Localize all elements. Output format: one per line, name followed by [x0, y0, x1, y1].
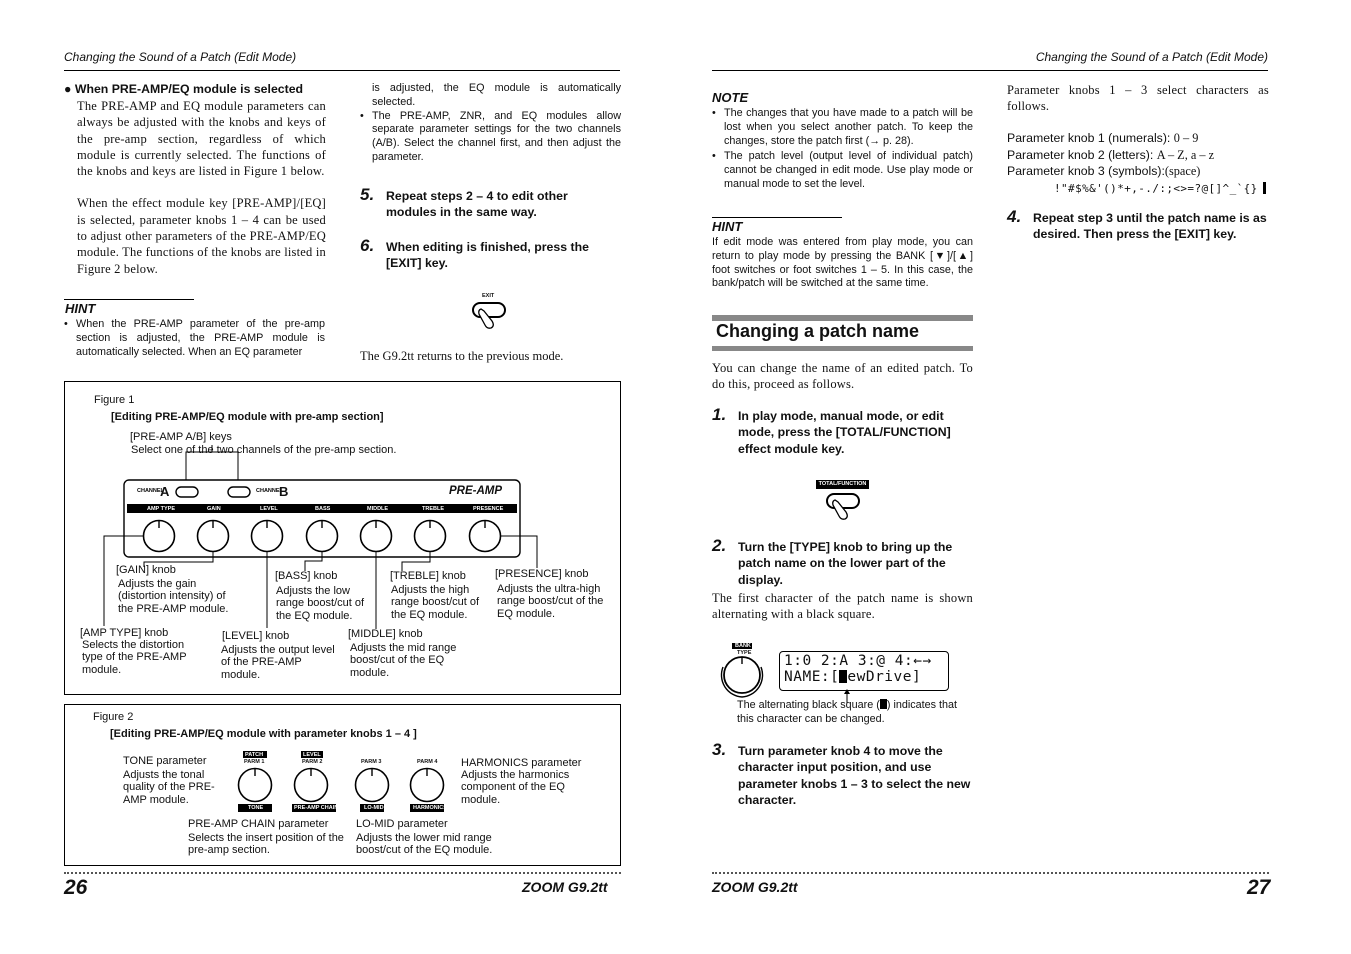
gain-knob-desc: Adjusts the gain (distortion intensity) of the PRE-AMP module.: [118, 578, 229, 615]
step-5-number: 5.: [360, 185, 375, 204]
right-page-number: 27: [1247, 876, 1271, 899]
lcd-line-2-prefix: NAME:[: [784, 669, 840, 685]
knob-3-value: (space): [1164, 164, 1201, 178]
parm-4-label: PARM 4: [417, 759, 438, 765]
middle-knob-label: [MIDDLE] knob: [348, 628, 423, 640]
right-hint-text: If edit mode was entered from play mode, you can return to play mode by pressing the BANK [▼]/[▲] foot switches or foot switches 1 – 5. In this case, the bank/patch will be switched at the same time.: [712, 236, 973, 290]
knob-label-level: LEVEL: [260, 506, 278, 512]
level-knob-desc: Adjusts the output level of the PRE-AMP module.: [221, 644, 335, 681]
left-page-number: 26: [64, 876, 88, 899]
left-column-1: [64, 82, 326, 277]
hint-list-continued: [360, 82, 621, 165]
knob-label-amp-type: AMP TYPE: [147, 506, 176, 512]
note-list: [712, 107, 973, 192]
note-item-2-text: The patch level (output level of individual patch) cannot be changed in edit mode. Use play mode or manual mode to set the level.: [724, 150, 973, 190]
note-item-1: [712, 107, 973, 148]
lcd-display: [779, 651, 949, 691]
hint-item-2: [360, 110, 621, 165]
right-header-rule: [712, 70, 1268, 71]
knob-label-middle: MIDDLE: [367, 506, 389, 512]
left-footer-brand: ZOOM G9.2tt: [522, 879, 608, 895]
channel-b-letter: B: [279, 484, 289, 499]
exit-key-illustration: [470, 293, 508, 331]
step-4-number: 4.: [1007, 207, 1022, 226]
step-2-text: Turn the [TYPE] knob to bring up the patch name on the lower part of the display.: [738, 540, 953, 587]
step-4-text: Repeat step 3 until the patch name is as desired. Then press the [EXIT] key.: [1033, 211, 1267, 242]
right-footer-brand: ZOOM G9.2tt: [712, 879, 798, 895]
bass-knob-desc: Adjusts the low range boost/cut of the EQ module.: [276, 585, 365, 622]
channel-a-small-label: CHANNEL: [137, 488, 164, 494]
symbol-characters: !"#$%&'()*+,-./:;<>=?@[]^_`{}: [1054, 182, 1258, 195]
symbol-list: [1054, 182, 1266, 195]
bank-label: BANK: [735, 643, 751, 649]
level-knob-label: [LEVEL] knob: [222, 630, 290, 642]
figure-2-subtitle: [Editing PRE-AMP/EQ module with parameter knobs 1 – 4 ]: [110, 728, 417, 740]
hint-item-1: [64, 318, 325, 359]
knob-label-gain: GAIN: [207, 506, 221, 512]
amp-type-knob-label: [AMP TYPE] knob: [80, 627, 169, 639]
preamp-panel-title: PRE-AMP: [449, 485, 503, 497]
note-title: NOTE: [712, 90, 749, 105]
channel-a-letter: A: [160, 484, 170, 499]
step-2-number: 2.: [712, 536, 727, 555]
lo-mid-parameter-desc: Adjusts the lower mid range boost/cut of the EQ module.: [356, 832, 493, 857]
patch-name-intro: You can change the name of an edited patch. To do this, proceed as follows.: [712, 361, 973, 392]
knob-2-row: [1007, 147, 1269, 164]
right-hint-title: HINT: [712, 219, 743, 234]
tag-preamp-chain: PRE-AMP CHAIN: [294, 805, 339, 811]
knob-label-presence: PRESENCE: [473, 506, 504, 512]
step-6-text: When editing is finished, press the [EXIT] key.: [386, 240, 589, 271]
hint-item-1-tail: is adjusted, the EQ module is automatically selected.: [372, 82, 621, 108]
lcd-line-1: 1:0 2:A 3:@ 4:←→: [784, 653, 932, 669]
symbol-end-bar: [1263, 182, 1266, 194]
treble-knob-desc: Adjusts the high range boost/cut of the EQ module.: [391, 584, 480, 621]
lcd-line-2-suffix: ewDrive]: [847, 669, 922, 685]
step-3-number: 3.: [712, 740, 727, 759]
parm-2-label: PARM 2: [302, 759, 323, 765]
middle-knob-desc: Adjusts the mid range boost/cut of the EQ module.: [350, 642, 457, 679]
parm-3-label: PARM 3: [361, 759, 382, 765]
bass-knob-label: [BASS] knob: [275, 570, 338, 582]
step-5-text: Repeat steps 2 – 4 to edit other modules in the same way.: [386, 189, 568, 220]
right-running-header: Changing the Sound of a Patch (Edit Mode): [1035, 50, 1268, 64]
section-heading: ● When PRE-AMP/EQ module is selected: [64, 82, 304, 96]
preamp-keys-label: [PRE-AMP A/B] keys: [130, 431, 232, 443]
right-hint-rule: [712, 217, 842, 218]
total-function-key-label: TOTAL/FUNCTION: [816, 480, 869, 489]
amp-type-knob-desc: Selects the distortion type of the PRE-AMP module.: [82, 639, 187, 676]
lo-mid-parameter-label: LO-MID parameter: [356, 818, 448, 830]
knob-3-label: Parameter knob 3 (symbols):: [1007, 164, 1165, 178]
total-key-press-icon: [824, 492, 862, 522]
hint-item-2-text: The PRE-AMP, ZNR, and EQ modules allow separate parameter settings for the two channels (A/B). Select the channel first, and then adjust the parameter.: [372, 109, 621, 163]
step-1-text: In play mode, manual mode, or edit mode, press the [TOTAL/FUNCTION] effect module key.: [738, 409, 951, 456]
section-bar-bottom: [712, 346, 973, 351]
step-2-explanation: The first character of the patch name is shown alternating with a black square.: [712, 591, 973, 622]
tag-patch: PATCH: [245, 752, 264, 758]
key-press-icon: [470, 301, 508, 331]
tag-level: LEVEL: [303, 752, 321, 758]
presence-knob-label: [PRESENCE] knob: [495, 568, 589, 580]
knob-label-bass: BASS: [315, 506, 331, 512]
harmonics-parameter-desc: Adjusts the harmonics component of the EQ module.: [461, 769, 570, 806]
hint-item-1-text: When the PRE-AMP parameter of the pre-amp section is adjusted, the PRE-AMP module is automatically selected. When an EQ parameter: [76, 318, 325, 358]
cursor-caption-start: The alternating black square (: [737, 699, 880, 711]
intro-paragraph-2: When the effect module key [PRE-AMP]/[EQ] is selected, parameter knobs 1 – 4 can be used to adjust other parameters of the PRE-AMP/EQ module. The functions of the knobs are listed in Figure 2 below.: [77, 196, 326, 276]
tag-lo-mid: LO-MID: [364, 805, 384, 811]
cursor-caption-end: ) indicates that this character can be changed.: [737, 699, 958, 725]
left-header-rule: [64, 70, 620, 71]
hint-item-1-continued: [360, 82, 621, 110]
step-3-text: Turn parameter knob 4 to move the character input position, and use parameter knobs 1 – 3 to select the new character.: [738, 744, 971, 807]
note-item-2: [712, 150, 973, 191]
step-1-number: 1.: [712, 405, 727, 424]
figure-2-title: Figure 2: [93, 711, 134, 723]
lcd-line-2: [784, 669, 944, 685]
cursor-caption: [737, 699, 973, 727]
note-item-1-text: The changes that you have made to a patch will be lost when you select another patch. To keep the changes, store the patch first (→ p. 28).: [724, 107, 973, 147]
presence-knob-desc: Adjusts the ultra-high range boost/cut of the EQ module.: [497, 583, 604, 620]
left-footer-rule: [64, 872, 621, 874]
knob-1-label: Parameter knob 1 (numerals):: [1007, 131, 1171, 145]
channel-b-small-label: CHANNEL: [256, 488, 283, 494]
knob-3-row: [1007, 163, 1269, 180]
parm-1-label: PARM 1: [244, 759, 265, 765]
knob-1-value: 0 – 9: [1173, 131, 1199, 145]
hint-list: [64, 318, 325, 359]
step-6-number: 6.: [360, 236, 375, 255]
knob-character-list: [1007, 130, 1269, 180]
knob-selection-intro: Parameter knobs 1 – 3 select characters as follows.: [1007, 83, 1269, 114]
section-title: Changing a patch name: [716, 321, 920, 341]
tone-parameter-label: TONE parameter: [123, 755, 207, 767]
total-function-key-illustration: [816, 480, 870, 522]
harmonics-parameter-label: HARMONICS parameter: [461, 757, 582, 769]
preamp-chain-parameter-label: PRE-AMP CHAIN parameter: [188, 818, 329, 830]
treble-knob-label: [TREBLE] knob: [390, 570, 466, 582]
preamp-keys-desc: Select one of the two channels of the pre-amp section.: [131, 444, 397, 456]
tag-tone: TONE: [248, 805, 264, 811]
tone-parameter-desc: Adjusts the tonal quality of the PRE-AMP module.: [123, 769, 215, 806]
left-running-header: Changing the Sound of a Patch (Edit Mode): [64, 50, 297, 64]
caption-black-square: [880, 699, 887, 709]
knob-2-value: A – Z, a – z: [1156, 147, 1215, 162]
after-exit-text: The G9.2tt returns to the previous mode.: [360, 349, 564, 363]
knob-label-treble: TREBLE: [422, 506, 444, 512]
knob-1-row: [1007, 130, 1269, 147]
right-footer-rule: [712, 872, 1269, 874]
intro-paragraph-1: The PRE-AMP and EQ module parameters can always be adjusted with the knobs and keys of the pre-amp section, regardless of which module is currently selected. The functions of the knobs and keys are listed in Figure 1 below.: [77, 99, 326, 179]
knob-2-label: Parameter knob 2 (letters):: [1007, 147, 1154, 162]
figure-1-subtitle: [Editing PRE-AMP/EQ module with pre-amp section]: [111, 411, 384, 423]
hint-rule: [64, 299, 194, 300]
gain-knob-label: [GAIN] knob: [116, 564, 176, 576]
tag-harmonics: HARMONICS: [413, 805, 447, 811]
hint-title: HINT: [65, 301, 96, 316]
exit-key-label: EXIT: [482, 293, 495, 299]
preamp-chain-parameter-desc: Selects the insert position of the pre-amp section.: [188, 832, 344, 857]
figure-1-title: Figure 1: [94, 394, 135, 406]
type-knob-label: TYPE: [737, 650, 752, 656]
